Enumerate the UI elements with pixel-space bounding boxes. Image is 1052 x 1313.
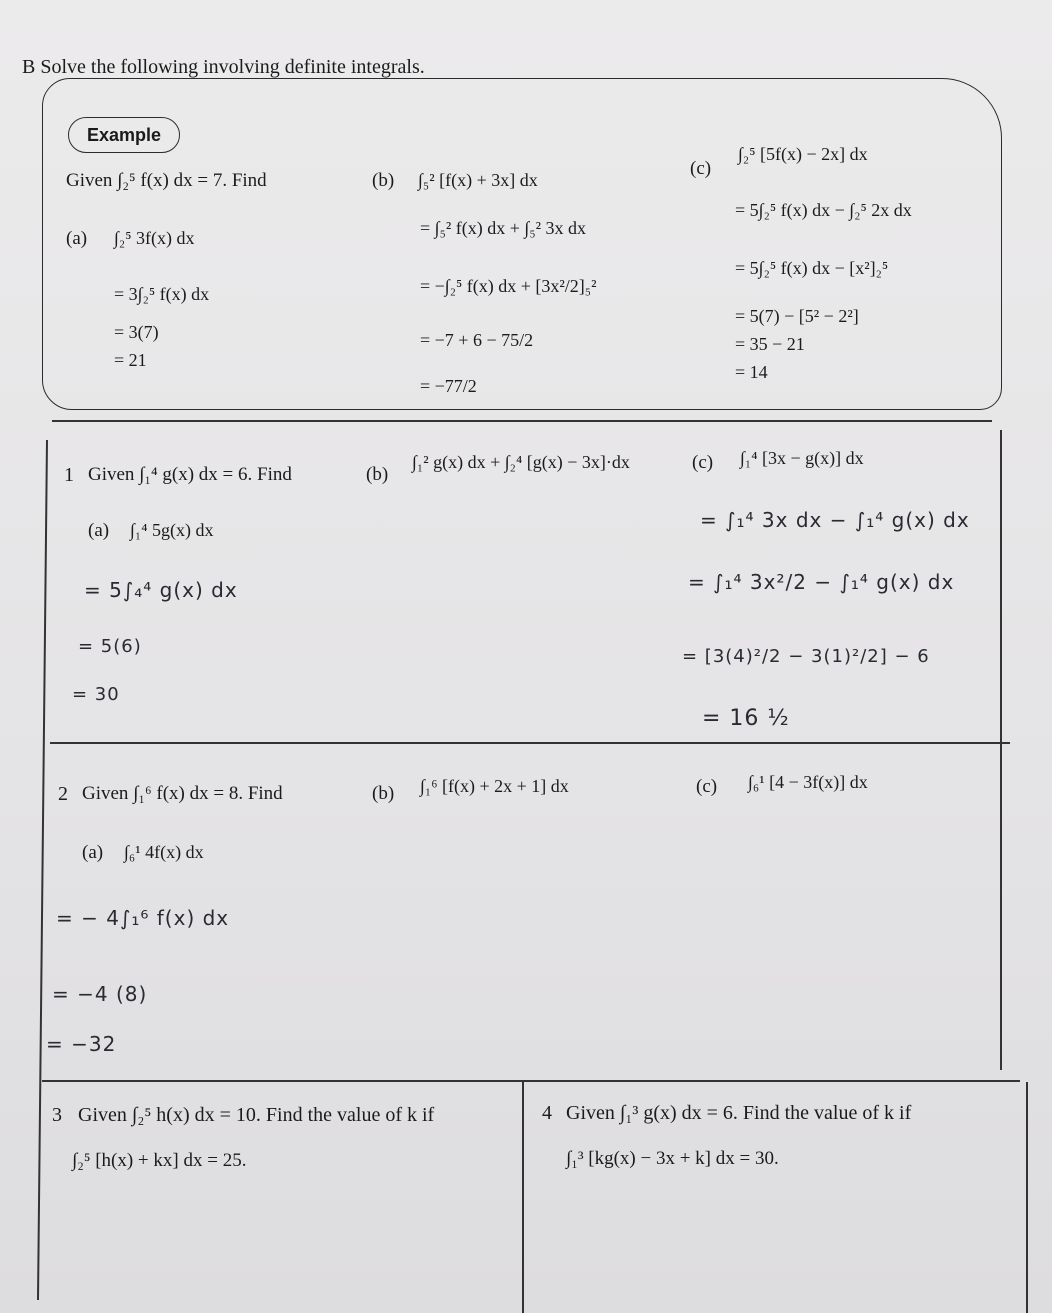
example-a-step-2: = 3(7) — [114, 322, 159, 342]
q2-a-work-2: = −4 (8) — [52, 982, 148, 1006]
example-c-step-2: = 5∫₂⁵ f(x) dx − [x²]₂⁵ — [735, 258, 889, 278]
example-c-step-1: = 5∫₂⁵ f(x) dx − ∫₂⁵ 2x dx — [735, 200, 912, 220]
q2-number: 2 — [58, 783, 68, 805]
q1-a-expr: ∫₁⁴ 5g(x) dx — [130, 520, 214, 540]
example-b-step-4: = −77/2 — [420, 376, 477, 396]
q3-number: 3 — [52, 1104, 62, 1126]
q3-q4-divider — [522, 1082, 524, 1313]
q4-line-2: ∫₁³ [kg(x) − 3x + k] dx = 30. — [566, 1148, 779, 1169]
right-border-bottom — [1026, 1082, 1028, 1313]
q3-line-1: Given ∫₂⁵ h(x) dx = 10. Find the value of k if — [78, 1104, 435, 1126]
q3-line-2: ∫₂⁵ [h(x) + kx] dx = 25. — [72, 1150, 247, 1171]
q2-a-label: (a) — [82, 842, 104, 863]
example-b-expr: ∫₅² [f(x) + 3x] dx — [418, 170, 538, 190]
q1-given: Given ∫₁⁴ g(x) dx = 6. Find — [88, 464, 292, 485]
q2-c-label: (c) — [696, 776, 718, 797]
example-c-step-5: = 14 — [735, 362, 768, 382]
example-c-step-3: = 5(7) − [5² − 2²] — [735, 306, 859, 326]
left-border — [37, 440, 48, 1300]
example-b-step-3: = −7 + 6 − 75/2 — [420, 330, 534, 350]
example-b-step-2: = −∫₂⁵ f(x) dx + [3x²/2]₅² — [420, 276, 597, 296]
q4-number: 4 — [542, 1102, 552, 1124]
q1-c-label: (c) — [692, 452, 714, 473]
q2-given: Given ∫₁⁶ f(x) dx = 8. Find — [82, 783, 283, 804]
example-c-expr: ∫₂⁵ [5f(x) − 2x] dx — [738, 144, 868, 164]
q1-c-work-3: = [3(4)²/2 − 3(1)²/2] − 6 — [682, 646, 930, 667]
q2-b-label: (b) — [372, 783, 395, 804]
q1-a-work-3: = 30 — [72, 684, 120, 705]
q1-top-border — [52, 420, 992, 422]
q1-b-expr: ∫₁² g(x) dx + ∫₂⁴ [g(x) − 3x]·dx — [412, 452, 630, 472]
q1-c-work-1: = ∫₁⁴ 3x dx − ∫₁⁴ g(x) dx — [700, 508, 970, 532]
section-title: B Solve the following involving definite integrals. — [22, 56, 425, 78]
q4-line-1: Given ∫₁³ g(x) dx = 6. Find the value of k if — [566, 1102, 912, 1124]
example-a-step-1: = 3∫₂⁵ f(x) dx — [114, 284, 210, 304]
example-b-step-1: = ∫₅² f(x) dx + ∫₅² 3x dx — [420, 218, 586, 238]
example-a-step-3: = 21 — [114, 350, 147, 370]
q1-c-expr: ∫₁⁴ [3x − g(x)] dx — [740, 448, 864, 468]
q2-bottom-border — [42, 1080, 1020, 1082]
example-tag: Example — [68, 117, 180, 153]
q1-bottom-border — [50, 742, 1010, 744]
q2-a-work-1: = − 4∫₁⁶ f(x) dx — [56, 906, 230, 930]
q1-number: 1 — [64, 464, 74, 486]
q1-a-work-1: = 5∫₄⁴ g(x) dx — [84, 578, 238, 602]
q1-c-work-4: = 16 ½ — [702, 706, 790, 731]
q1-a-label: (a) — [88, 520, 110, 541]
q2-c-expr: ∫₆¹ [4 − 3f(x)] dx — [748, 772, 868, 792]
q2-a-work-3: = −32 — [46, 1032, 117, 1056]
q2-b-expr: ∫₁⁶ [f(x) + 2x + 1] dx — [420, 776, 569, 796]
example-a-label: (a) — [66, 228, 88, 249]
q1-a-work-2: = 5(6) — [78, 636, 142, 657]
q1-c-work-2: = ∫₁⁴ 3x²/2 − ∫₁⁴ g(x) dx — [688, 570, 955, 594]
q2-a-expr: ∫₆¹ 4f(x) dx — [124, 842, 204, 862]
q1-b-label: (b) — [366, 464, 389, 485]
example-c-label: (c) — [690, 158, 712, 179]
example-c-step-4: = 35 − 21 — [735, 334, 805, 354]
example-a-expr: ∫₂⁵ 3f(x) dx — [114, 228, 195, 248]
example-given: Given ∫₂⁵ f(x) dx = 7. Find — [66, 170, 267, 191]
right-border-top — [1000, 430, 1002, 1070]
example-b-label: (b) — [372, 170, 395, 191]
